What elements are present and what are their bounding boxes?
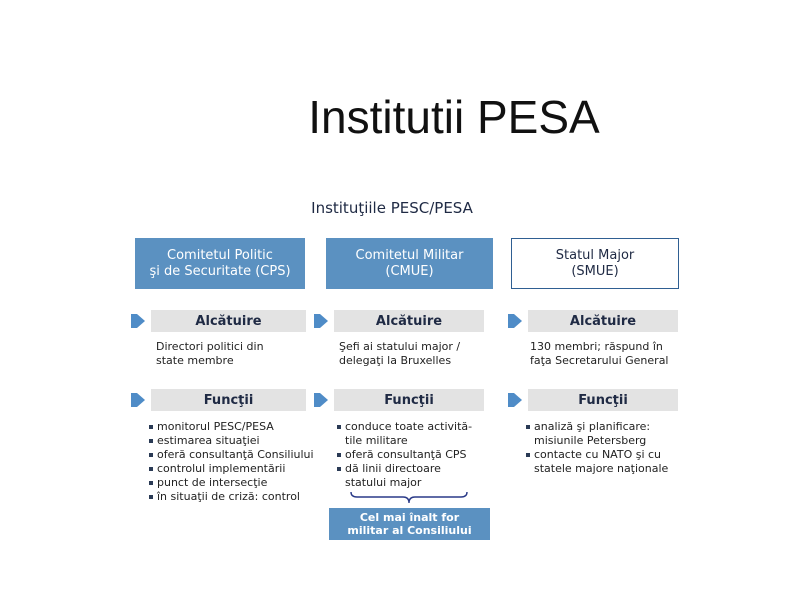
list-item: monitorul PESC/PESA [149,420,325,434]
arrow-icon [137,393,145,407]
institution-box-cmue: Comitetul Militar (CMUE) [326,238,493,289]
list-item: dă linii directoare statului major [337,462,497,490]
composition-text-cmue: Şefi ai statului major / delegaţi la Bruxelles [339,340,461,367]
arrow-icon [514,314,522,328]
highest-official-box: Cel mai înalt for militar al Consiliului [329,508,490,540]
arrow-icon [137,314,145,328]
functions-list-smue [526,420,696,476]
composition-text-smue: 130 membri; răspund în faţa Secretarului General [530,340,669,367]
functions-header-cmue: Funcţii [334,389,484,411]
arrow-icon [514,393,522,407]
list-item: în situaţii de criză: control [149,490,325,504]
functions-list-cps [149,420,325,504]
functions-list-cmue [337,420,497,490]
composition-header-cmue: Alcătuire [334,310,484,332]
functions-header-cps: Funcţii [151,389,306,411]
functions-header-smue: Funcţii [528,389,678,411]
list-item: controlul implementării [149,462,325,476]
diagram-title: Instituţiile PESC/PESA [311,199,473,217]
arrow-icon [320,314,328,328]
list-item: oferă consultanţă Consiliului [149,448,325,462]
composition-header-cps: Alcătuire [151,310,306,332]
composition-header-smue: Alcătuire [528,310,678,332]
slide-title: Institutii PESA [308,91,600,143]
list-item: contacte cu NATO şi cu statele majore naţionale [526,448,696,476]
composition-text-cps: Directori politici din state membre [156,340,264,367]
list-item: estimarea situaţiei [149,434,325,448]
institution-box-smue: Statul Major (SMUE) [511,238,679,289]
list-item: conduce toate activită- tile militare [337,420,497,448]
list-item: oferă consultanţă CPS [337,448,497,462]
list-item: punct de intersecţie [149,476,325,490]
brace-icon [349,490,469,506]
list-item: analiză şi planificare: misiunile Petersberg [526,420,696,448]
arrow-icon [320,393,328,407]
institution-box-cps: Comitetul Politic şi de Securitate (CPS) [135,238,305,289]
